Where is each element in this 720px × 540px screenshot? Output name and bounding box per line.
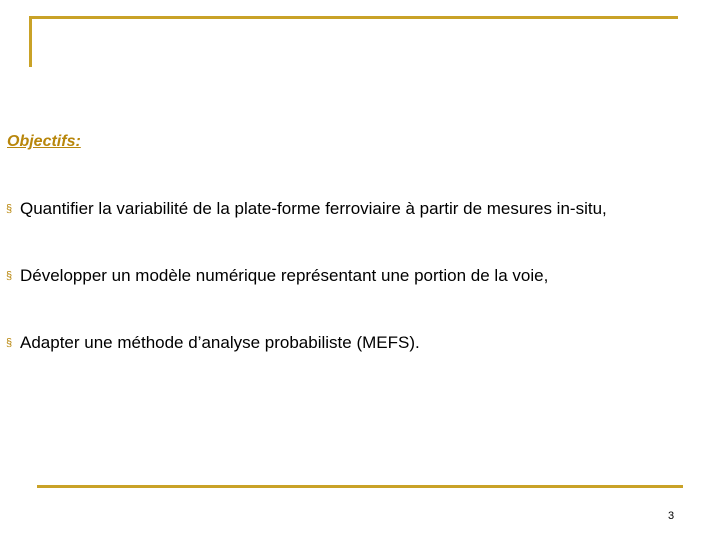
left-decorative-rule (29, 16, 32, 67)
bullet-text: Adapter une méthode d’analyse probabiliste (MEFS). (20, 333, 420, 352)
objectives-heading: Objectifs: (7, 133, 81, 150)
bullet-marker-icon: § (6, 337, 13, 349)
bullet-text: Quantifier la variabilité de la plate-forme ferroviaire à partir de mesures in-situ, (20, 199, 607, 218)
bullet-item-develop (6, 266, 548, 286)
bottom-decorative-rule (37, 485, 683, 488)
bullet-marker-icon: § (6, 203, 13, 215)
top-decorative-rule (29, 16, 678, 19)
bullet-item-adapt (6, 333, 420, 353)
page-number: 3 (668, 510, 675, 522)
bullet-item-quantify (6, 199, 607, 219)
bullet-text: Développer un modèle numérique représentant une portion de la voie, (20, 266, 549, 285)
bullet-marker-icon: § (6, 270, 13, 282)
